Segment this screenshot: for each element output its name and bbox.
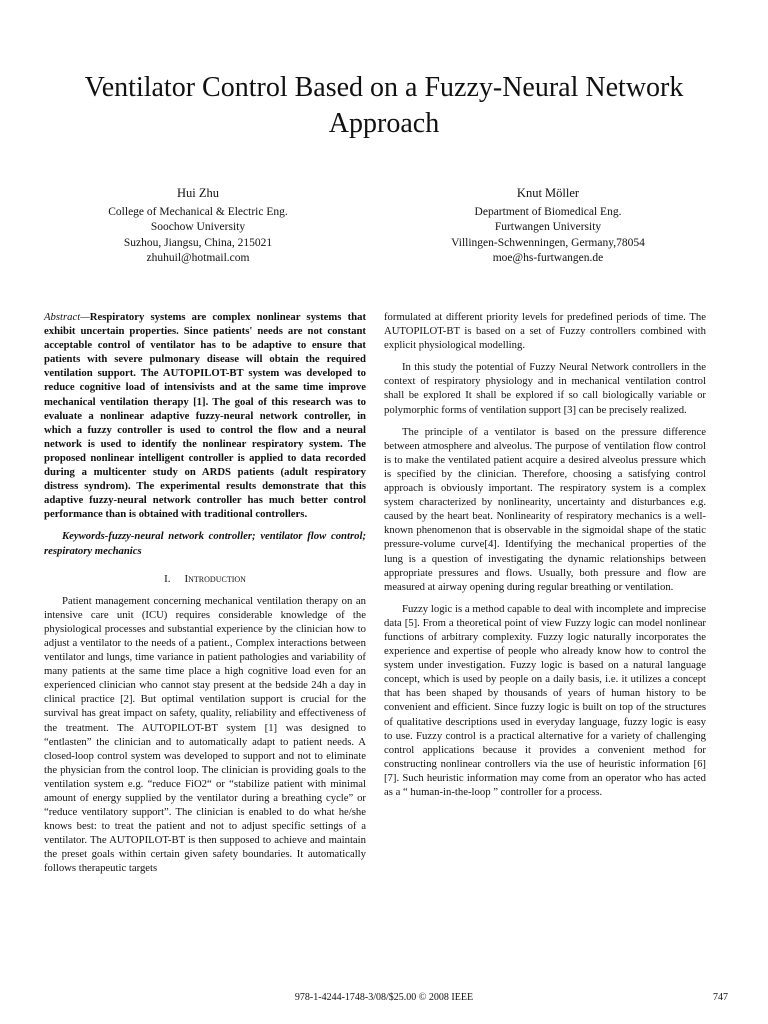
author-university: Furtwangen University [494,221,602,233]
author-block-1 [48,186,348,267]
section-title: Introduction [184,572,246,585]
right-column [384,310,706,807]
intro-paragraph-1: Patient management concerning mechanical ventilation therapy on an intensive care unit (ICU) requires considerable knowledge of the physiological processes and substantial experience by the clinician how to adjust a ventilator to the needs of a patient., Complex interactions between ventilator and lungs, time variance in patient pathologies and variability of many patients at the same time place a high cognitive load even for an experienced clinician who cannot stay present at the bedside 24h a day in clinical practice [2]. But optimal ventilation support is crucial for the survival has great impact on safety, quality, reliability and effectiveness of the treatment. The AUTOPILOT-BT system [1] was designed to “entlasten” the clinician and to automatically adapt to patient needs. A closed-loop control system was developed to support and not to eliminate the physician from the control loop. The clinician is providing goals to the ventilation system e.g. “reduce FiO2“ or “stabilize patient with minimal amount of energy supplied by the ventilator during a breathing cycle” or “reduce ventilatory support”. The clinician is enabled to do what he/she knows best: to treat the patient and not to adjust specific settings of a ventilator. The AUTOPILOT-BT is then supposed to achieve and maintain the preset goals within certain given safety boundaries. It automatically follows therapeutic targets [44,594,366,875]
intro-paragraph-4: Fuzzy logic is a method capable to deal with incomplete and imprecise data [5]. From a theoretical point of view Fuzzy logic can model nonlinear functions of arbitrary complexity. Fuzzy logic naturally incorporates the experience and expertise of people who already know how to control the system under investigation. Fuzzy logic is based on a natural language concept, which is used by people on a daily basis, i.e. it utilizes a concept that has been shaped by thousands of years of human history to be convenient and efficient. Since fuzzy logic is built on top of the structures of qualitative descriptions used in everyday language, fuzzy logic is easy to use. Fuzzy control is a practical alternative for a variety of challenging control applications because it provides a convenient method for constructing nonlinear controllers via the use of heuristic information [6][7]. Such heuristic information may come from an operator who has acted as a “ human-in-the-loop ” controller for a process. [384,602,706,798]
section-heading-introduction [44,572,366,586]
author-name: Hui Zhu [176,186,219,200]
author-department: Department of Biomedical Eng. [474,205,622,218]
intro-paragraph-3: The principle of a ventilator is based on the pressure difference between atmosphere and alveolus. The purpose of ventilation flow control is to make the ventilated patient acquire a desired alveolus pressure which is specified by the clinician. Therefore, choosing a satisfying control approach is obviously important. The respiratory system is a complex system characterized by nonlinearity, uncertainty and disturbances e.g. caused by the heart beat. Nonlinearity of respiratory mechanics is a well-known phenomenon that is observable in the sigmoidal shape of the static pressure-volume curve[4]. Identifying the mechanical properties of the lung is a question of investigating the dynamic relationships between appropriate pressures and flows. Usually, both pressure and flow are measured at airway opening during regular breathing or ventilation. [384,425,706,593]
section-number: I. [164,572,171,585]
keywords [44,529,366,557]
author-department: College of Mechanical & Electric Eng. [108,205,288,218]
intro-paragraph-1-continued: formulated at different priority levels for predefined periods of time. The AUTOPILOT-BT is based on a set of Fuzzy controllers combined with explicit physiological modelling. [384,311,706,352]
footer-copyright: 978-1-4244-1748-3/08/$25.00 © 2008 IEEE [294,992,474,1003]
keywords-text: fuzzy-neural network controller; ventilator flow control; respiratory mechanics [44,530,366,557]
left-column [44,310,366,884]
author-location: Villingen-Schwenningen, Germany,78054 [451,236,645,249]
intro-paragraph-2: In this study the potential of Fuzzy Neural Network controllers in the context of respiratory physiology and in mechanical ventilation control shall be explored It shall be explored if so call biologically variable or polymorphic forms of ventilation support [3] can be precisely realized. [384,361,706,416]
abstract-text: Respiratory systems are complex nonlinear systems that exhibit uncertain properties. Since patients' needs are not constant acceptable control of ventilator has to be adaptive to ensure that patients with severe pulmonary disease will obtain the required ventilation support. The AUTOPILOT-BT system was developed to reduce cognitive load of intensivists and at the same time improve mechanical ventilation therapy [1]. The goal of this research was to evaluate a nonlinear adaptive fuzzy-neural network controller, in which a fuzzy controller is used to control the flow and a neural network is used to identify the nonlinear respiratory system. The proposed nonlinear intelligent controller is applied to data recorded during a multicenter study on ARDS patients (adult respiratory distress syndrom). The experimental results demonstrate that this adaptive fuzzy-neural network controller has much better control performance than is obtained with traditional controllers. [44,311,366,521]
author-block-2 [398,186,698,267]
page-number: 747 [713,992,728,1003]
abstract-lead: Abstract— [44,311,90,323]
abstract [44,310,366,521]
author-email: zhuhuil@hotmail.com [146,252,250,264]
keywords-lead: Keywords- [62,530,109,543]
paper-title: Ventilator Control Based on a Fuzzy-Neural Network Approach [84,72,684,139]
author-location: Suzhou, Jiangsu, China, 215021 [123,236,273,249]
author-university: Soochow University [150,221,246,233]
author-email: moe@hs-furtwangen.de [492,252,604,264]
author-name: Knut Möller [516,186,580,200]
